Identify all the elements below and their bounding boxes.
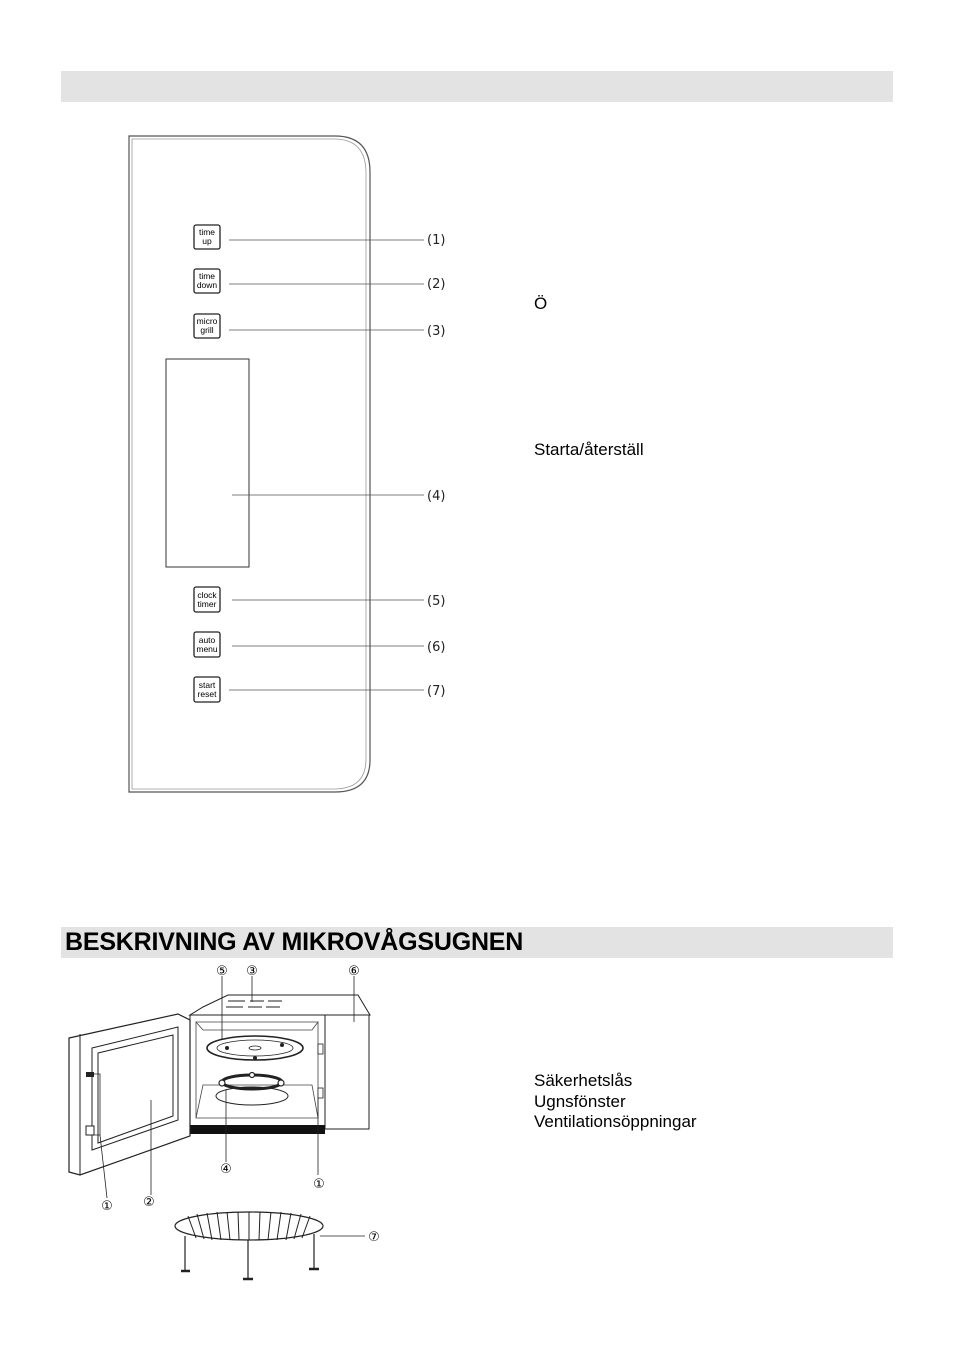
svg-text:auto: auto [198, 635, 216, 645]
panel-note-7: Starta/återställ [534, 440, 644, 459]
svg-text:timer: timer [197, 599, 217, 609]
svg-text:micro: micro [196, 316, 218, 326]
svg-text:time: time [198, 227, 216, 237]
callout-5: (5) [427, 594, 446, 609]
section-title: BESKRIVNING AV MIKROVÅGSUGNEN [65, 928, 524, 956]
oven-label-4: ④ [220, 1162, 232, 1177]
oven-label-6: ⑥ [348, 964, 360, 979]
svg-text:grill: grill [200, 325, 214, 335]
oven-label-5: ⑤ [216, 964, 228, 979]
panel-note-3: Ö [534, 294, 548, 313]
callout-3: (3) [427, 324, 446, 339]
callout-7: (7) [427, 684, 446, 699]
oven-part-safety-lock: Säkerhetslås [534, 1071, 633, 1090]
oven-label-7: ⑦ [368, 1230, 380, 1245]
svg-text:down: down [196, 280, 218, 290]
oven-label-2: ② [143, 1195, 155, 1210]
callout-6: (6) [427, 640, 446, 655]
oven-label-1: ① [101, 1199, 113, 1214]
svg-text:start: start [198, 680, 216, 690]
oven-label-1b: ① [313, 1177, 325, 1192]
svg-text:clock: clock [197, 590, 217, 600]
oven-part-window: Ugnsfönster [534, 1092, 626, 1111]
svg-text:up: up [202, 236, 212, 246]
oven-label-3: ③ [246, 964, 258, 979]
svg-text:menu: menu [196, 644, 218, 654]
callout-2: (2) [427, 277, 446, 292]
oven-part-vents: Ventilationsöppningar [534, 1112, 697, 1131]
svg-text:time: time [198, 271, 216, 281]
callout-4: (4) [427, 489, 446, 504]
callout-1: (1) [427, 233, 446, 248]
svg-text:reset: reset [197, 689, 217, 699]
